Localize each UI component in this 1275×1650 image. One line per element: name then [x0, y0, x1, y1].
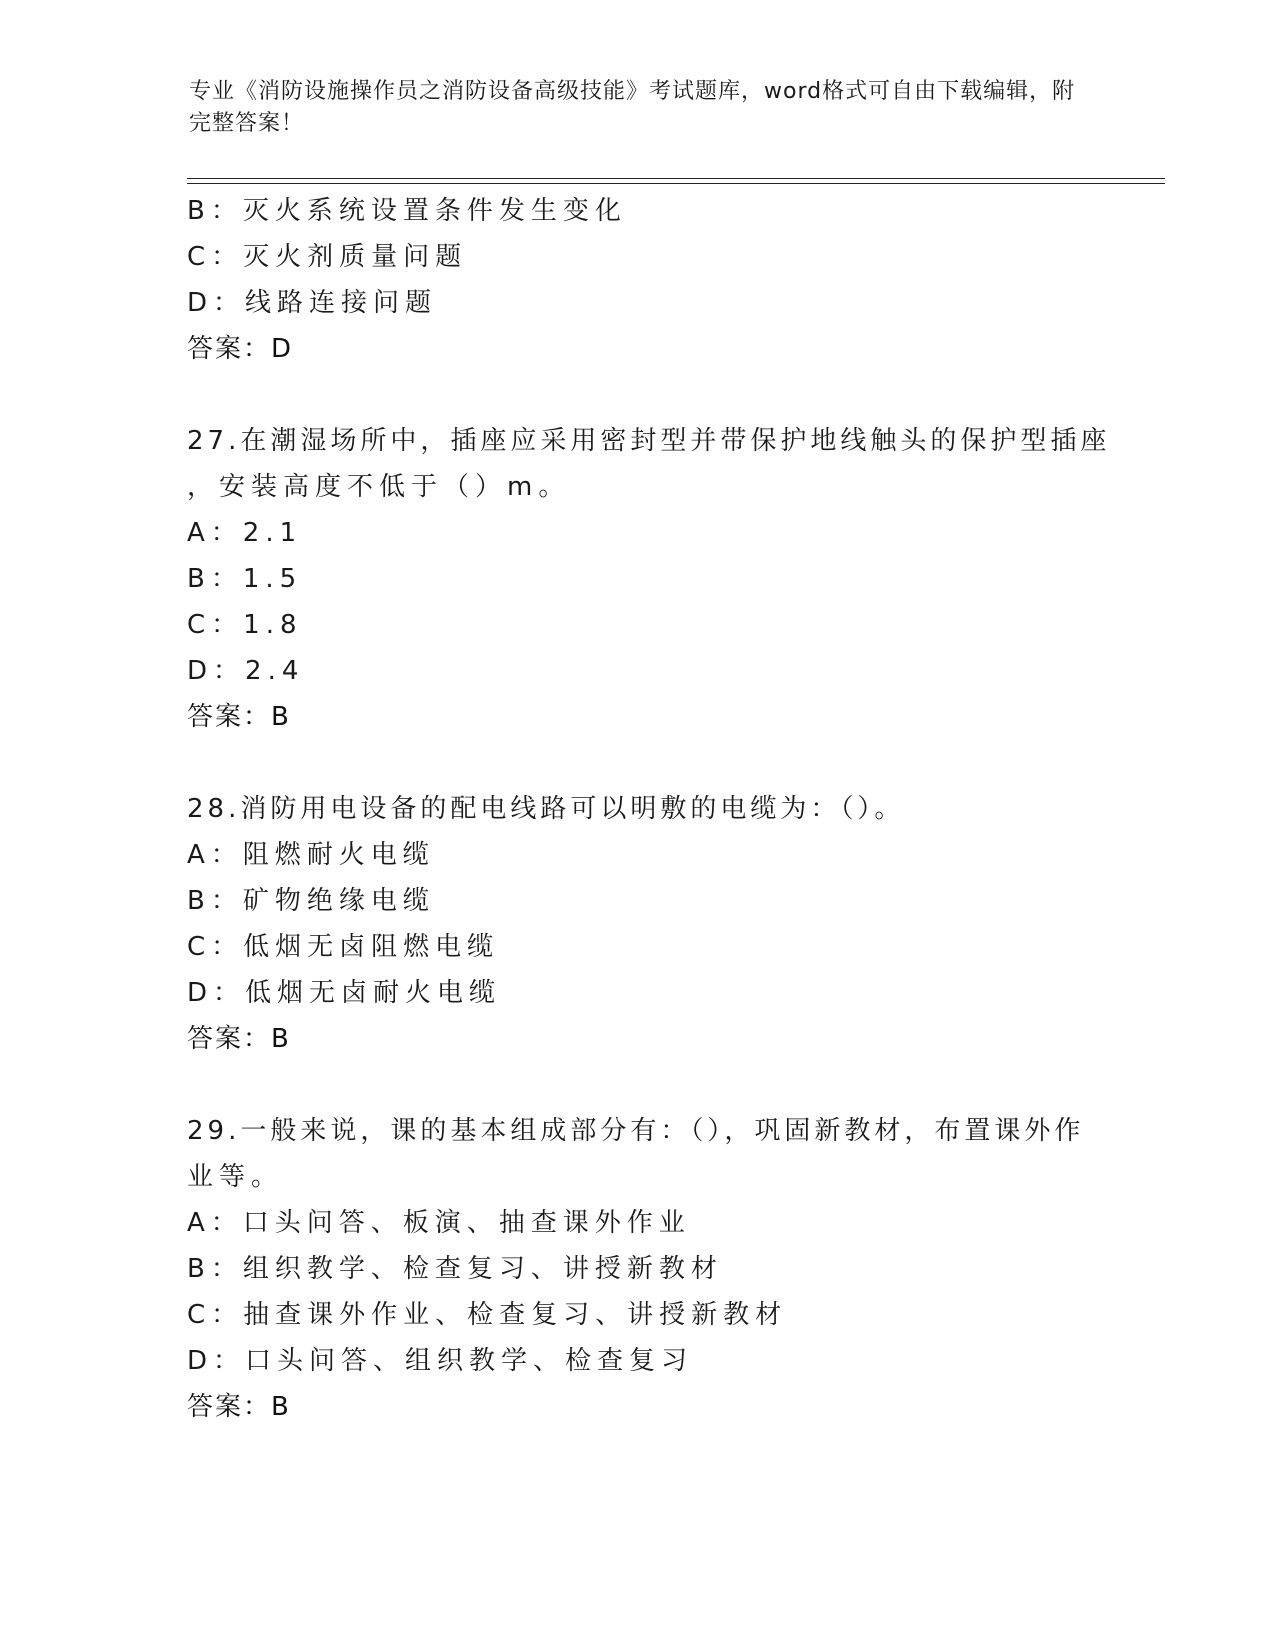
option-d: D：口头问答、组织教学、检查复习	[187, 1346, 694, 1376]
option-d: D：低烟无卤耐火电缆	[187, 978, 502, 1008]
header-divider-bottom	[187, 183, 1165, 184]
option-c: C：1.8	[187, 610, 303, 640]
option-c: C：抽查课外作业、检查复习、讲授新教材	[187, 1300, 788, 1330]
question-text: 29.一般来说，课的基本组成部分有：（），巩固新教材，布置课外作	[187, 1116, 1085, 1146]
option-b: B：组织教学、检查复习、讲授新教材	[187, 1254, 723, 1284]
prev-question-block	[187, 188, 1087, 372]
header-divider-top	[187, 178, 1165, 179]
answer-line: 答案：D	[187, 334, 294, 364]
question-text: 27.在潮湿场所中，插座应采用密封型并带保护地线触头的保护型插座	[187, 426, 1111, 456]
option-b: B：矿物绝缘电缆	[187, 886, 435, 916]
answer-line: 答案：B	[187, 1392, 291, 1422]
question-text-continued: 业等。	[187, 1162, 284, 1192]
option-b: B：灭火系统设置条件发生变化	[187, 196, 627, 226]
option-d: D：线路连接问题	[187, 288, 438, 318]
option-b: B：1.5	[187, 564, 303, 594]
option-c: C：灭火剂质量问题	[187, 242, 468, 272]
option-c: C：低烟无卤阻燃电缆	[187, 932, 500, 962]
question-29	[187, 1108, 1087, 1430]
question-text: 28.消防用电设备的配电线路可以明敷的电缆为：（）。	[187, 794, 905, 824]
question-text-continued: ，安装高度不低于（）m。	[187, 472, 571, 502]
answer-line: 答案：B	[187, 702, 291, 732]
question-list	[187, 188, 1111, 1430]
question-28	[187, 786, 1087, 1062]
question-27	[187, 418, 1111, 740]
option-a: A：阻燃耐火电缆	[187, 840, 435, 870]
option-a: A：口头问答、板演、抽查课外作业	[187, 1208, 691, 1238]
document-header: 专业《消防设施操作员之消防设备高级技能》考试题库，word格式可自由下载编辑，附完整答案！	[189, 79, 1076, 136]
answer-line: 答案：B	[187, 1024, 291, 1054]
option-a: A：2.1	[187, 518, 303, 548]
option-d: D：2.4	[187, 656, 305, 686]
